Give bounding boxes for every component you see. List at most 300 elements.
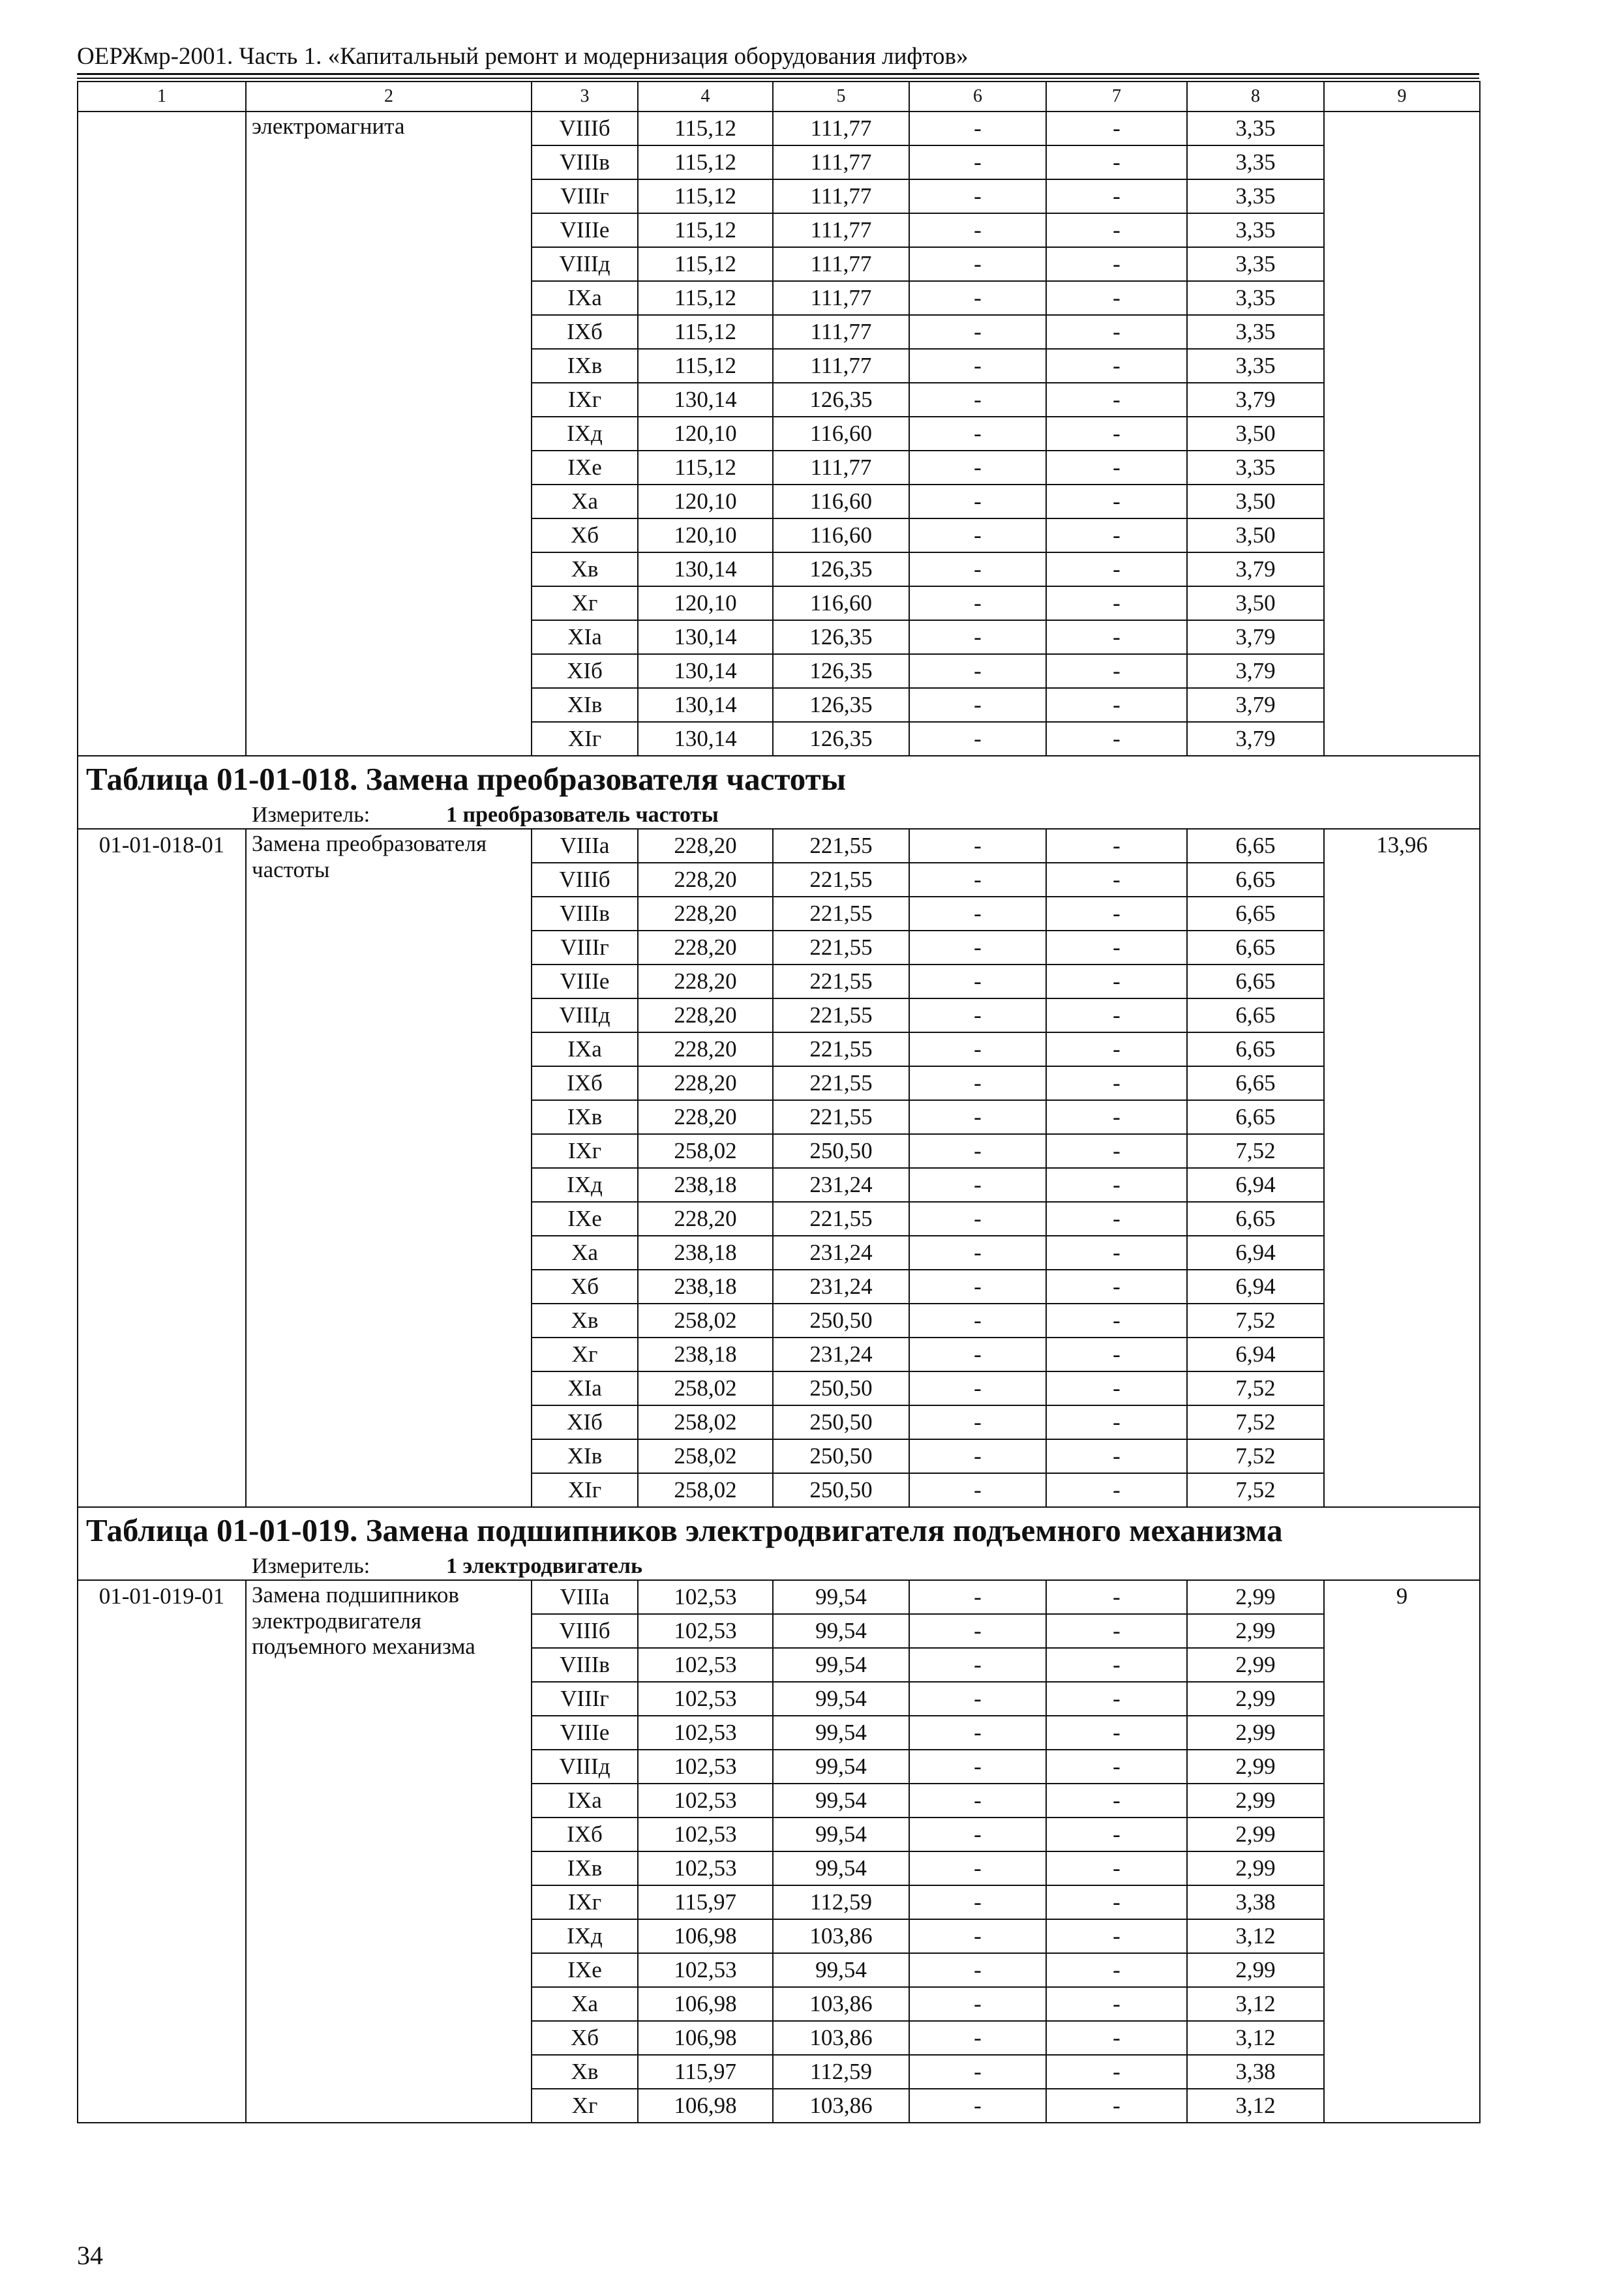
total-cost: 228,20 xyxy=(638,897,773,931)
materials-cost: 6,94 xyxy=(1187,1168,1324,1202)
total-cost: 258,02 xyxy=(638,1473,773,1507)
machine-cost: - xyxy=(909,722,1046,756)
materials-cost: 6,65 xyxy=(1187,897,1324,931)
column-number-row xyxy=(78,82,1480,112)
machine-cost: - xyxy=(909,1919,1046,1953)
total-cost: 228,20 xyxy=(638,1066,773,1100)
region-zone: Xб xyxy=(532,518,638,552)
table-title: Таблица 01-01-018. Замена преобразователя частоты xyxy=(78,756,1480,802)
operator-wages: - xyxy=(1046,1885,1187,1919)
machine-cost: - xyxy=(909,1987,1046,2021)
unit-label: Измеритель: xyxy=(252,1553,370,1578)
materials-cost: 3,79 xyxy=(1187,552,1324,586)
machine-cost: - xyxy=(909,1885,1046,1919)
region-zone: IXв xyxy=(532,1851,638,1885)
wages: 116,60 xyxy=(773,485,909,518)
operator-wages: - xyxy=(1046,281,1187,315)
wages: 221,55 xyxy=(773,897,909,931)
materials-cost: 3,79 xyxy=(1187,383,1324,417)
region-zone: VIIIа xyxy=(532,1580,638,1614)
region-zone: VIIIа xyxy=(532,829,638,863)
region-zone: Xа xyxy=(532,1236,638,1270)
materials-cost: 2,99 xyxy=(1187,1716,1324,1750)
wages: 99,54 xyxy=(773,1851,909,1885)
region-zone: IXд xyxy=(532,417,638,451)
total-cost: 258,02 xyxy=(638,1134,773,1168)
total-cost: 258,02 xyxy=(638,1439,773,1473)
operator-wages: - xyxy=(1046,213,1187,247)
total-cost: 120,10 xyxy=(638,518,773,552)
materials-cost: 3,35 xyxy=(1187,112,1324,145)
total-cost: 102,53 xyxy=(638,1614,773,1648)
materials-cost: 7,52 xyxy=(1187,1134,1324,1168)
wages: 221,55 xyxy=(773,1100,909,1134)
machine-cost: - xyxy=(909,897,1046,931)
page-header: ОЕРЖмр-2001. Часть 1. «Капитальный ремонт и модернизация оборудования лифтов» xyxy=(77,43,969,70)
materials-cost: 6,65 xyxy=(1187,1066,1324,1100)
machine-cost: - xyxy=(909,315,1046,349)
materials-cost: 3,50 xyxy=(1187,417,1324,451)
region-zone: VIIIг xyxy=(532,179,638,213)
region-zone: IXе xyxy=(532,1202,638,1236)
total-cost: 238,18 xyxy=(638,1338,773,1371)
total-cost: 115,12 xyxy=(638,112,773,145)
machine-cost: - xyxy=(909,1953,1046,1987)
total-cost: 228,20 xyxy=(638,1100,773,1134)
materials-cost: 2,99 xyxy=(1187,1682,1324,1716)
total-cost: 102,53 xyxy=(638,1580,773,1614)
wages: 231,24 xyxy=(773,1236,909,1270)
region-zone: VIIIе xyxy=(532,213,638,247)
total-cost: 228,20 xyxy=(638,1202,773,1236)
materials-cost: 7,52 xyxy=(1187,1473,1324,1507)
machine-cost: - xyxy=(909,1716,1046,1750)
machine-cost: - xyxy=(909,1338,1046,1371)
materials-cost: 3,79 xyxy=(1187,654,1324,688)
wages: 99,54 xyxy=(773,1784,909,1818)
operator-wages: - xyxy=(1046,1236,1187,1270)
page-number: 34 xyxy=(77,2241,103,2270)
region-zone: VIIIд xyxy=(532,1750,638,1784)
region-zone: Xг xyxy=(532,586,638,620)
total-cost: 106,98 xyxy=(638,1987,773,2021)
column-number: 5 xyxy=(773,82,909,112)
region-zone: Xв xyxy=(532,1304,638,1338)
operator-wages: - xyxy=(1046,451,1187,485)
region-zone: XIб xyxy=(532,1405,638,1439)
total-cost: 120,10 xyxy=(638,586,773,620)
table-title-row xyxy=(78,1507,1480,1553)
region-zone: IXа xyxy=(532,281,638,315)
operator-wages: - xyxy=(1046,1851,1187,1885)
wages: 111,77 xyxy=(773,213,909,247)
operator-wages: - xyxy=(1046,383,1187,417)
operator-wages: - xyxy=(1046,998,1187,1032)
machine-cost: - xyxy=(909,620,1046,654)
machine-cost: - xyxy=(909,2021,1046,2055)
wages: 221,55 xyxy=(773,1066,909,1100)
total-cost: 238,18 xyxy=(638,1270,773,1304)
wages: 103,86 xyxy=(773,2089,909,2123)
work-description: Замена подшипников электродвигателя подъемного механизма xyxy=(246,1580,532,2123)
machine-cost: - xyxy=(909,998,1046,1032)
region-zone: VIIIд xyxy=(532,247,638,281)
wages: 116,60 xyxy=(773,586,909,620)
operator-wages: - xyxy=(1046,829,1187,863)
wages: 103,86 xyxy=(773,1919,909,1953)
operator-wages: - xyxy=(1046,417,1187,451)
operator-wages: - xyxy=(1046,247,1187,281)
materials-cost: 3,38 xyxy=(1187,1885,1324,1919)
wages: 116,60 xyxy=(773,417,909,451)
total-cost: 130,14 xyxy=(638,722,773,756)
machine-cost: - xyxy=(909,2055,1046,2089)
materials-cost: 6,65 xyxy=(1187,1032,1324,1066)
operator-wages: - xyxy=(1046,1405,1187,1439)
region-zone: IXе xyxy=(532,451,638,485)
total-cost: 115,12 xyxy=(638,315,773,349)
column-number: 7 xyxy=(1046,82,1187,112)
region-zone: VIIIг xyxy=(532,931,638,965)
wages: 111,77 xyxy=(773,349,909,383)
rates-table xyxy=(77,81,1481,2123)
operator-wages: - xyxy=(1046,1784,1187,1818)
materials-cost: 3,35 xyxy=(1187,349,1324,383)
wages: 99,54 xyxy=(773,1648,909,1682)
wages: 103,86 xyxy=(773,1987,909,2021)
region-zone: VIIIд xyxy=(532,998,638,1032)
total-cost: 102,53 xyxy=(638,1953,773,1987)
wages: 126,35 xyxy=(773,383,909,417)
total-cost: 258,02 xyxy=(638,1304,773,1338)
materials-cost: 3,50 xyxy=(1187,518,1324,552)
total-cost: 228,20 xyxy=(638,1032,773,1066)
materials-cost: 2,99 xyxy=(1187,1580,1324,1614)
wages: 112,59 xyxy=(773,2055,909,2089)
operator-wages: - xyxy=(1046,1682,1187,1716)
operator-wages: - xyxy=(1046,518,1187,552)
region-zone: IXв xyxy=(532,349,638,383)
machine-cost: - xyxy=(909,349,1046,383)
operator-wages: - xyxy=(1046,349,1187,383)
total-cost: 120,10 xyxy=(638,417,773,451)
materials-cost: 3,35 xyxy=(1187,179,1324,213)
materials-cost: 2,99 xyxy=(1187,1851,1324,1885)
materials-cost: 2,99 xyxy=(1187,1750,1324,1784)
materials-cost: 7,52 xyxy=(1187,1405,1324,1439)
total-cost: 228,20 xyxy=(638,998,773,1032)
total-cost: 258,02 xyxy=(638,1371,773,1405)
total-cost: 130,14 xyxy=(638,383,773,417)
labor-cost: 9 xyxy=(1324,1580,1480,2123)
region-zone: IXг xyxy=(532,383,638,417)
materials-cost: 6,65 xyxy=(1187,829,1324,863)
materials-cost: 6,65 xyxy=(1187,998,1324,1032)
header-rule-thin xyxy=(77,78,1479,79)
materials-cost: 2,99 xyxy=(1187,1614,1324,1648)
operator-wages: - xyxy=(1046,2055,1187,2089)
materials-cost: 3,12 xyxy=(1187,2089,1324,2123)
machine-cost: - xyxy=(909,1648,1046,1682)
wages: 221,55 xyxy=(773,965,909,998)
machine-cost: - xyxy=(909,688,1046,722)
machine-cost: - xyxy=(909,1168,1046,1202)
operator-wages: - xyxy=(1046,2021,1187,2055)
operator-wages: - xyxy=(1046,931,1187,965)
region-zone: IXб xyxy=(532,1066,638,1100)
total-cost: 258,02 xyxy=(638,1405,773,1439)
machine-cost: - xyxy=(909,417,1046,451)
total-cost: 106,98 xyxy=(638,1919,773,1953)
wages: 221,55 xyxy=(773,998,909,1032)
machine-cost: - xyxy=(909,145,1046,179)
operator-wages: - xyxy=(1046,1270,1187,1304)
region-zone: IXг xyxy=(532,1885,638,1919)
region-zone: IXв xyxy=(532,1100,638,1134)
total-cost: 106,98 xyxy=(638,2021,773,2055)
header-rule xyxy=(77,73,1479,75)
wages: 250,50 xyxy=(773,1371,909,1405)
region-zone: Xв xyxy=(532,2055,638,2089)
operator-wages: - xyxy=(1046,1580,1187,1614)
total-cost: 102,53 xyxy=(638,1851,773,1885)
operator-wages: - xyxy=(1046,1473,1187,1507)
wages: 99,54 xyxy=(773,1818,909,1851)
labor-cost: 13,96 xyxy=(1324,829,1480,1507)
wages: 126,35 xyxy=(773,688,909,722)
operator-wages: - xyxy=(1046,1032,1187,1066)
work-description: Замена преобразователя частоты xyxy=(246,829,532,1507)
region-zone: IXд xyxy=(532,1919,638,1953)
machine-cost: - xyxy=(909,863,1046,897)
materials-cost: 6,65 xyxy=(1187,1202,1324,1236)
operator-wages: - xyxy=(1046,1648,1187,1682)
machine-cost: - xyxy=(909,1682,1046,1716)
total-cost: 102,53 xyxy=(638,1750,773,1784)
total-cost: 238,18 xyxy=(638,1236,773,1270)
machine-cost: - xyxy=(909,247,1046,281)
unit-cell xyxy=(78,1553,1480,1580)
machine-cost: - xyxy=(909,1202,1046,1236)
total-cost: 102,53 xyxy=(638,1648,773,1682)
region-zone: Xа xyxy=(532,1987,638,2021)
region-zone: Xа xyxy=(532,485,638,518)
total-cost: 130,14 xyxy=(638,552,773,586)
region-zone: XIг xyxy=(532,1473,638,1507)
region-zone: XIа xyxy=(532,620,638,654)
machine-cost: - xyxy=(909,1270,1046,1304)
region-zone: VIIIе xyxy=(532,965,638,998)
region-zone: XIг xyxy=(532,722,638,756)
total-cost: 228,20 xyxy=(638,965,773,998)
operator-wages: - xyxy=(1046,688,1187,722)
work-description: электромагнита xyxy=(246,112,532,756)
operator-wages: - xyxy=(1046,1134,1187,1168)
machine-cost: - xyxy=(909,179,1046,213)
table-row xyxy=(78,829,1480,863)
wages: 221,55 xyxy=(773,1032,909,1066)
wages: 126,35 xyxy=(773,722,909,756)
region-zone: VIIIв xyxy=(532,897,638,931)
operator-wages: - xyxy=(1046,1338,1187,1371)
total-cost: 102,53 xyxy=(638,1716,773,1750)
table-title: Таблица 01-01-019. Замена подшипников электродвигателя подъемного механизма xyxy=(78,1507,1480,1553)
region-zone: IXб xyxy=(532,1818,638,1851)
wages: 111,77 xyxy=(773,112,909,145)
total-cost: 115,12 xyxy=(638,213,773,247)
column-number: 9 xyxy=(1324,82,1480,112)
operator-wages: - xyxy=(1046,1202,1187,1236)
materials-cost: 3,50 xyxy=(1187,485,1324,518)
operator-wages: - xyxy=(1046,2089,1187,2123)
operator-wages: - xyxy=(1046,179,1187,213)
materials-cost: 3,12 xyxy=(1187,1919,1324,1953)
machine-cost: - xyxy=(909,1851,1046,1885)
operator-wages: - xyxy=(1046,1750,1187,1784)
column-number: 4 xyxy=(638,82,773,112)
operator-wages: - xyxy=(1046,1919,1187,1953)
wages: 231,24 xyxy=(773,1168,909,1202)
materials-cost: 6,94 xyxy=(1187,1236,1324,1270)
region-zone: Xг xyxy=(532,2089,638,2123)
operator-wages: - xyxy=(1046,654,1187,688)
total-cost: 106,98 xyxy=(638,2089,773,2123)
machine-cost: - xyxy=(909,965,1046,998)
total-cost: 115,97 xyxy=(638,2055,773,2089)
wages: 111,77 xyxy=(773,179,909,213)
region-zone: VIIIб xyxy=(532,1614,638,1648)
materials-cost: 2,99 xyxy=(1187,1648,1324,1682)
operator-wages: - xyxy=(1046,863,1187,897)
wages: 99,54 xyxy=(773,1580,909,1614)
machine-cost: - xyxy=(909,1473,1046,1507)
machine-cost: - xyxy=(909,1614,1046,1648)
region-zone: VIIIб xyxy=(532,112,638,145)
machine-cost: - xyxy=(909,1134,1046,1168)
total-cost: 228,20 xyxy=(638,829,773,863)
machine-cost: - xyxy=(909,1750,1046,1784)
wages: 103,86 xyxy=(773,2021,909,2055)
wages: 250,50 xyxy=(773,1134,909,1168)
column-number: 2 xyxy=(246,82,532,112)
region-zone: XIб xyxy=(532,654,638,688)
region-zone: Xг xyxy=(532,1338,638,1371)
total-cost: 238,18 xyxy=(638,1168,773,1202)
table-row xyxy=(78,1580,1480,1614)
machine-cost: - xyxy=(909,1818,1046,1851)
total-cost: 130,14 xyxy=(638,654,773,688)
unit-label: Измеритель: xyxy=(252,802,370,827)
materials-cost: 3,35 xyxy=(1187,213,1324,247)
total-cost: 115,12 xyxy=(638,349,773,383)
total-cost: 130,14 xyxy=(638,620,773,654)
machine-cost: - xyxy=(909,451,1046,485)
wages: 250,50 xyxy=(773,1439,909,1473)
region-zone: IXд xyxy=(532,1168,638,1202)
rate-code xyxy=(78,112,246,756)
wages: 99,54 xyxy=(773,1716,909,1750)
materials-cost: 3,79 xyxy=(1187,722,1324,756)
region-zone: Xб xyxy=(532,1270,638,1304)
operator-wages: - xyxy=(1046,485,1187,518)
region-zone: VIIIб xyxy=(532,863,638,897)
machine-cost: - xyxy=(909,1236,1046,1270)
materials-cost: 3,79 xyxy=(1187,620,1324,654)
machine-cost: - xyxy=(909,1066,1046,1100)
total-cost: 115,12 xyxy=(638,451,773,485)
region-zone: IXа xyxy=(532,1032,638,1066)
materials-cost: 6,65 xyxy=(1187,965,1324,998)
total-cost: 115,97 xyxy=(638,1885,773,1919)
materials-cost: 6,65 xyxy=(1187,931,1324,965)
wages: 112,59 xyxy=(773,1885,909,1919)
wages: 126,35 xyxy=(773,620,909,654)
column-number: 6 xyxy=(909,82,1046,112)
region-zone: IXг xyxy=(532,1134,638,1168)
region-zone: VIIIв xyxy=(532,145,638,179)
operator-wages: - xyxy=(1046,145,1187,179)
column-number: 3 xyxy=(532,82,638,112)
wages: 116,60 xyxy=(773,518,909,552)
unit-value: 1 преобразователь частоты xyxy=(446,802,719,827)
wages: 111,77 xyxy=(773,315,909,349)
machine-cost: - xyxy=(909,552,1046,586)
machine-cost: - xyxy=(909,518,1046,552)
total-cost: 115,12 xyxy=(638,145,773,179)
machine-cost: - xyxy=(909,1032,1046,1066)
wages: 99,54 xyxy=(773,1682,909,1716)
machine-cost: - xyxy=(909,1371,1046,1405)
region-zone: IXе xyxy=(532,1953,638,1987)
wages: 126,35 xyxy=(773,552,909,586)
materials-cost: 3,35 xyxy=(1187,145,1324,179)
operator-wages: - xyxy=(1046,315,1187,349)
materials-cost: 2,99 xyxy=(1187,1818,1324,1851)
operator-wages: - xyxy=(1046,1439,1187,1473)
operator-wages: - xyxy=(1046,1168,1187,1202)
wages: 231,24 xyxy=(773,1270,909,1304)
total-cost: 130,14 xyxy=(638,688,773,722)
materials-cost: 7,52 xyxy=(1187,1371,1324,1405)
total-cost: 115,12 xyxy=(638,247,773,281)
machine-cost: - xyxy=(909,654,1046,688)
wages: 250,50 xyxy=(773,1304,909,1338)
rate-code: 01-01-018-01 xyxy=(78,829,246,1507)
machine-cost: - xyxy=(909,281,1046,315)
materials-cost: 6,94 xyxy=(1187,1338,1324,1371)
machine-cost: - xyxy=(909,213,1046,247)
total-cost: 228,20 xyxy=(638,863,773,897)
operator-wages: - xyxy=(1046,1716,1187,1750)
table-title-row xyxy=(78,756,1480,802)
materials-cost: 3,35 xyxy=(1187,247,1324,281)
region-zone: XIв xyxy=(532,1439,638,1473)
labor-cost xyxy=(1324,112,1480,756)
unit-cell xyxy=(78,802,1480,829)
operator-wages: - xyxy=(1046,1953,1187,1987)
operator-wages: - xyxy=(1046,1987,1187,2021)
materials-cost: 3,12 xyxy=(1187,2021,1324,2055)
machine-cost: - xyxy=(909,383,1046,417)
materials-cost: 7,52 xyxy=(1187,1439,1324,1473)
region-zone: XIв xyxy=(532,688,638,722)
total-cost: 102,53 xyxy=(638,1784,773,1818)
column-number: 1 xyxy=(78,82,246,112)
wages: 221,55 xyxy=(773,829,909,863)
total-cost: 102,53 xyxy=(638,1682,773,1716)
machine-cost: - xyxy=(909,1304,1046,1338)
wages: 221,55 xyxy=(773,863,909,897)
